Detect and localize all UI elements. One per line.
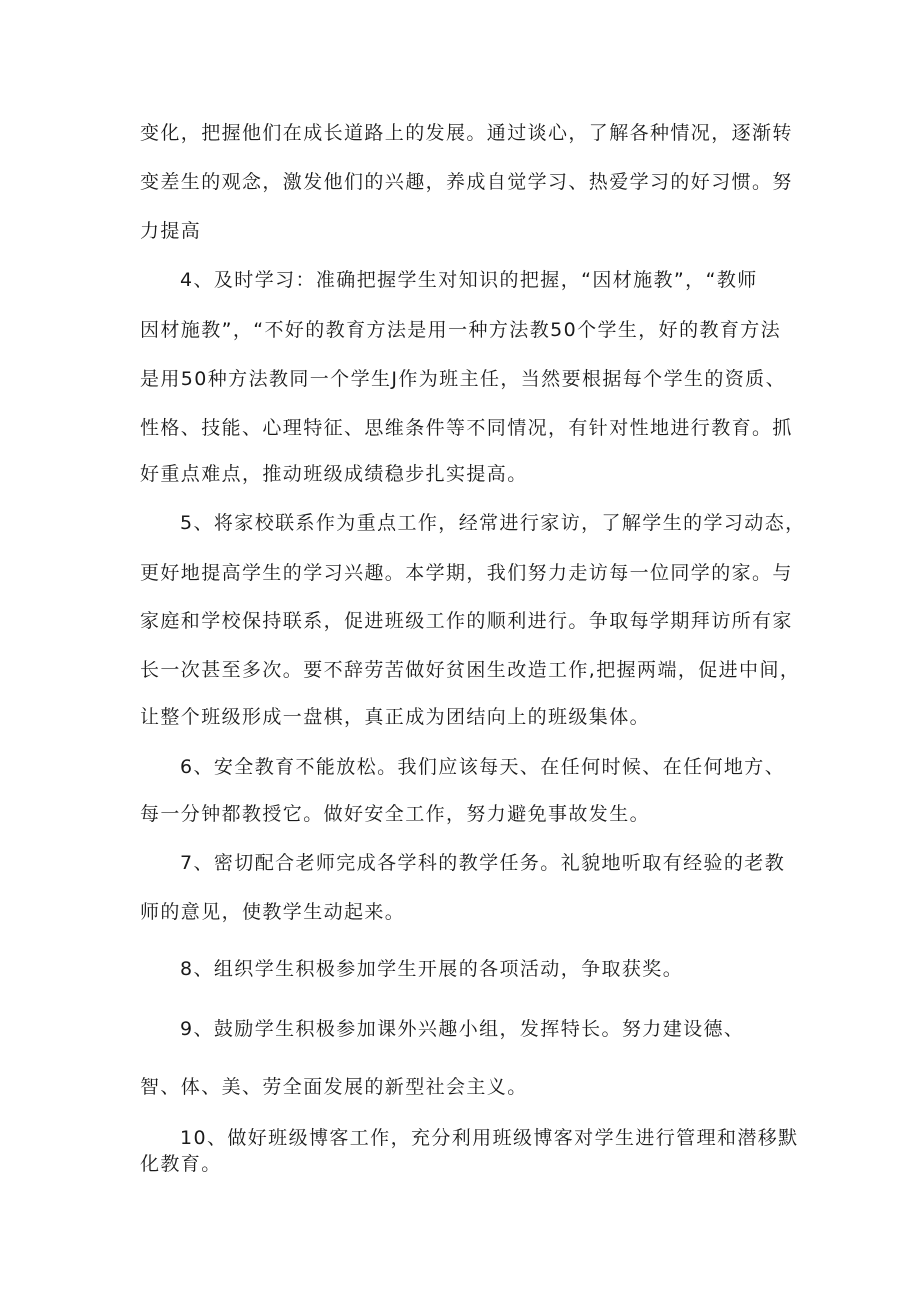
text-line: 每一分钟都教授它。做好安全工作，努力避免事故发生。 bbox=[140, 803, 651, 825]
text-line: 性格、技能、心理特征、思维条件等不同情况，有针对性地进行教育。抓 bbox=[140, 417, 793, 439]
text-line: 智、体、美、劳全面发展的新型社会主义。 bbox=[140, 1076, 528, 1098]
paragraph-10-first-line: 10、做好班级博客工作，充分利用班级博客对学生进行管理和潜移默 bbox=[180, 1127, 799, 1149]
text-line: 更好地提高学生的学习兴趣。本学期，我们努力走访每一位同学的家。与 bbox=[140, 562, 793, 584]
text-line: 师的意见，使教学生动起来。 bbox=[140, 901, 406, 923]
text-line: 家庭和学校保持联系，促进班级工作的顺利进行。争取每学期拜访所有家 bbox=[140, 610, 793, 632]
text-line: 力提高 bbox=[140, 220, 202, 242]
paragraph-8: 8、组织学生积极参加学生开展的各项活动，争取获奖。 bbox=[180, 958, 684, 980]
text-line: 变化，把握他们在成长道路上的发展。通过谈心，了解各种情况，逐渐转 bbox=[140, 122, 793, 144]
text-line: 化教育。 bbox=[140, 1153, 222, 1175]
text-line: 因材施教”，“不好的教育方法是用一种方法教50个学生，好的教育方法 bbox=[140, 319, 782, 341]
paragraph-4-first-line: 4、及时学习：准确把握学生对知识的把握，“因材施教”，“教师 bbox=[180, 269, 758, 291]
text-line: 变差生的观念，激发他们的兴趣，养成自觉学习、热爱学习的好习惯。努 bbox=[140, 171, 793, 193]
text-line: 让整个班级形成一盘棋，真正成为团结向上的班级集体。 bbox=[140, 706, 651, 728]
paragraph-6-first-line: 6、安全教育不能放松。我们应该每天、在任何时候、在任何地方、 bbox=[180, 756, 786, 778]
paragraph-9-first-line: 9、鼓励学生积极参加课外兴趣小组，发挥特长。努力建设德、 bbox=[180, 1018, 745, 1040]
text-line: 是用50种方法教同一个学生J作为班主任，当然要根据每个学生的资质、 bbox=[140, 368, 786, 390]
paragraph-5-first-line: 5、将家校联系作为重点工作，经常进行家访，了解学生的学习动态， bbox=[180, 512, 806, 534]
text-line: 好重点难点，推动班级成绩稳步扎实提高。 bbox=[140, 463, 528, 485]
paragraph-7-first-line: 7、密切配合老师完成各学科的教学任务。礼貌地听取有经验的老教 bbox=[180, 852, 786, 874]
text-line: 长一次甚至多次。要不辞劳苦做好贫困生改造工作,把握两端，促进中间， bbox=[140, 659, 801, 681]
